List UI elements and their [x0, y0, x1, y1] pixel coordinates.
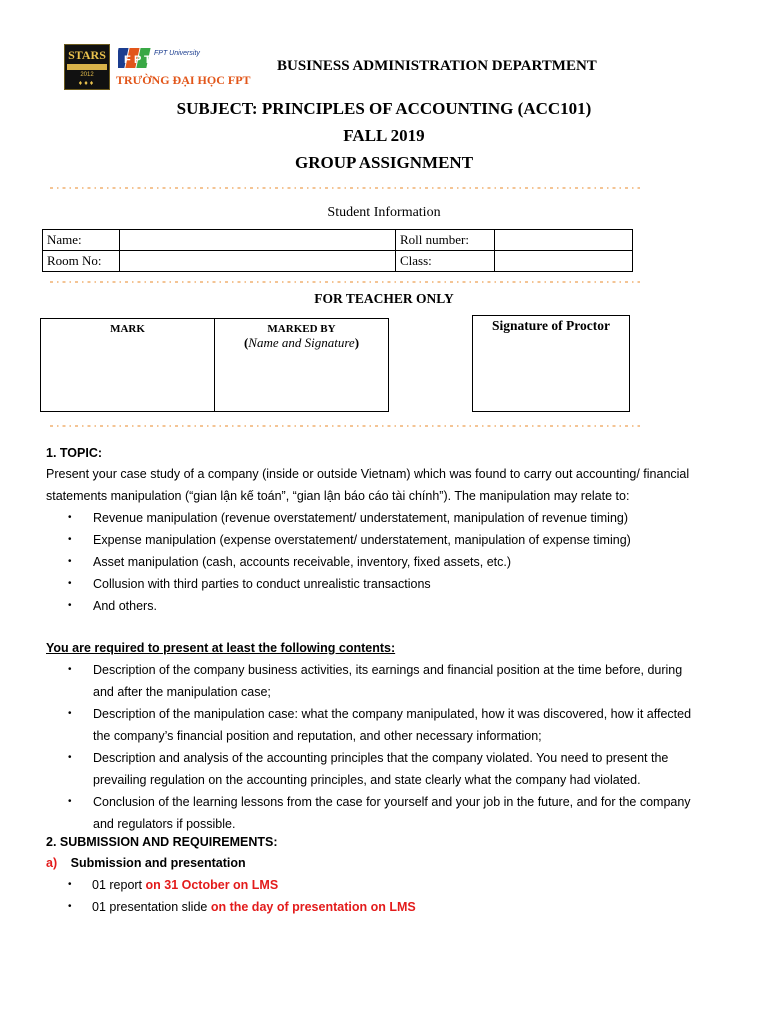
class-field[interactable]: [495, 251, 633, 272]
department-title: BUSINESS ADMINISTRATION DEPARTMENT: [277, 58, 597, 74]
requirements-heading: You are required to present at least the following contents:: [46, 641, 396, 655]
proctor-box: [472, 315, 630, 412]
svg-text:T: T: [144, 54, 151, 66]
bullet-icon: •: [68, 708, 72, 719]
bullet-icon: •: [68, 556, 72, 567]
topic-heading: 1. TOPIC:: [46, 446, 103, 460]
sub-a-letter: a): [46, 856, 58, 870]
term-title: FALL 2019: [343, 126, 425, 145]
fpt-mark-icon: [118, 46, 152, 70]
room-label: Room No:: [43, 251, 120, 272]
svg-text:P: P: [134, 54, 142, 66]
topic-intro-line1: Present your case study of a company (inside or outside Vietnam) which was found to carry out accounting/ financial: [46, 467, 690, 481]
student-info-table: [42, 229, 633, 272]
assignment-title: GROUP ASSIGNMENT: [294, 153, 474, 172]
proctor-header: Signature of Proctor: [492, 318, 610, 333]
roll-number-field[interactable]: [495, 230, 633, 251]
svg-text:F: F: [124, 54, 131, 66]
room-field[interactable]: [120, 251, 396, 272]
student-info-title: Student Information: [327, 205, 441, 220]
class-label: Class:: [396, 251, 495, 272]
fpt-university-text: FPT University: [154, 50, 200, 57]
mark-header: MARK: [110, 323, 145, 335]
subject-title: SUBJECT: PRINCIPLES OF ACCOUNTING (ACC101): [176, 99, 592, 118]
topic-intro-line2: statements manipulation (“gian lận kế toán”, “gian lận báo cáo tài chính”). The manipulation may relate to:: [46, 489, 630, 503]
bullet-icon: •: [68, 879, 72, 890]
name-field[interactable]: [120, 230, 396, 251]
fpt-logo-name: TRƯỜNG ĐẠI HỌC FPT: [116, 73, 251, 87]
bullet-icon: •: [68, 512, 72, 523]
bullet-icon: •: [68, 534, 72, 545]
submission-sub-a: [46, 852, 246, 874]
divider: [50, 278, 640, 286]
fpt-logo: [114, 44, 254, 92]
marked-by-subtitle: (Name and Signature): [243, 335, 360, 350]
bullet-icon: •: [68, 600, 72, 611]
submission-heading: 2. SUBMISSION AND REQUIREMENTS:: [46, 835, 278, 849]
bullet-icon: •: [68, 578, 72, 589]
stars-logo-text: STARS: [68, 48, 106, 62]
stars-logo: [64, 44, 110, 90]
name-label: Name:: [43, 230, 120, 251]
bullet-icon: •: [68, 664, 72, 675]
sub-a-title: Submission and presentation: [70, 856, 246, 870]
divider: [50, 184, 640, 192]
stars-logo-dots: ♦♦♦: [78, 80, 96, 87]
roll-number-label: Roll number:: [396, 230, 495, 251]
bullet-icon: •: [68, 752, 72, 763]
marked-by-header: MARKED BY: [267, 323, 336, 335]
bullet-icon: •: [68, 901, 72, 912]
teacher-box: [40, 318, 389, 412]
divider: [50, 422, 640, 430]
bullet-icon: •: [68, 796, 72, 807]
stars-logo-year: 2012: [80, 72, 94, 78]
teacher-only-title: FOR TEACHER ONLY: [314, 291, 454, 306]
